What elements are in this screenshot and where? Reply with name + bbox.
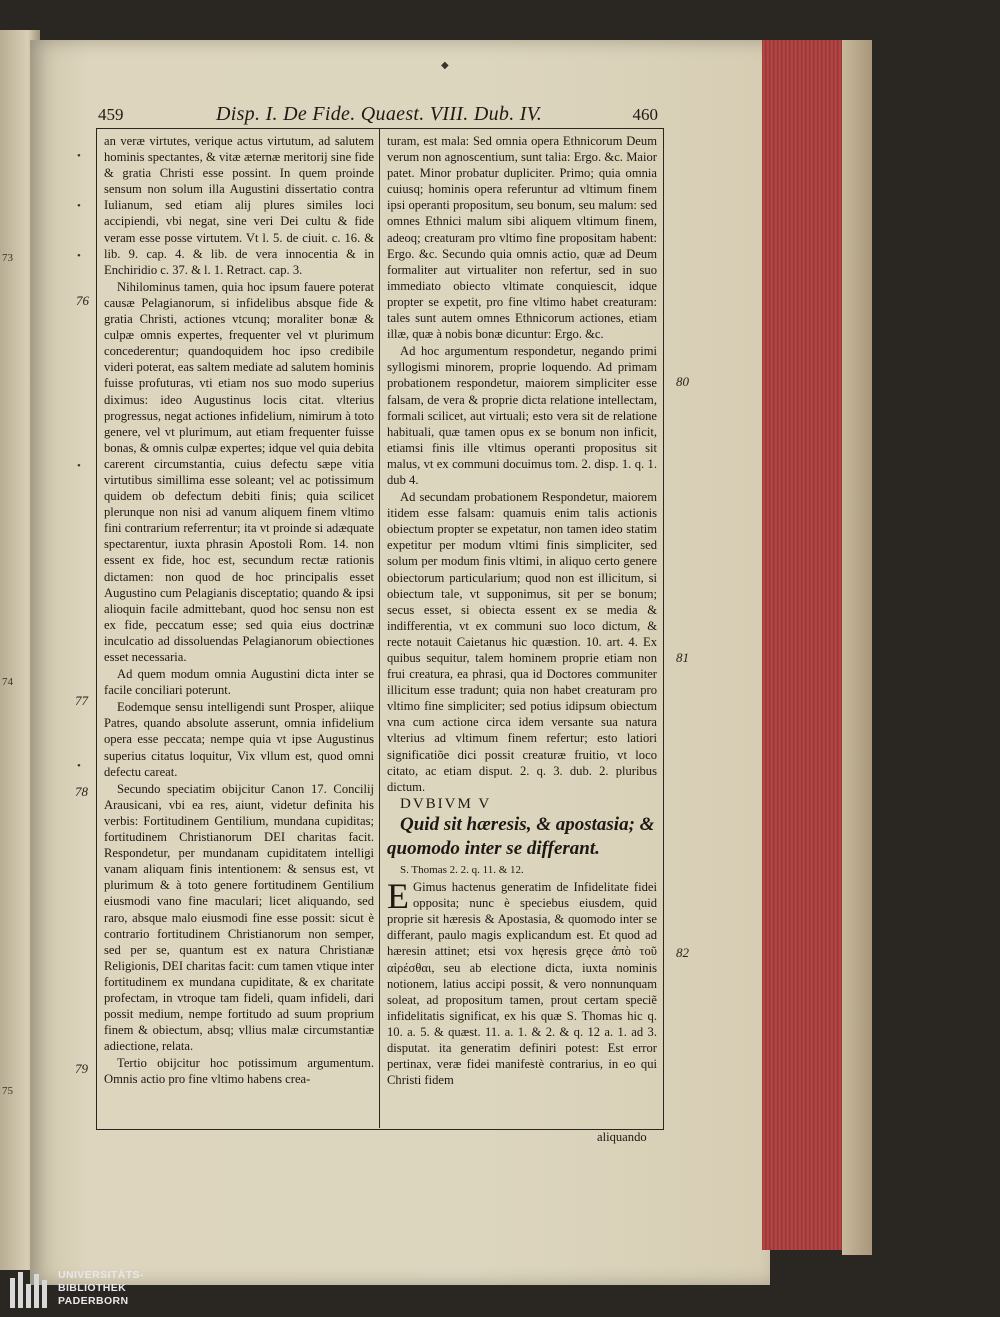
left-page-margin-number: 73 [2, 252, 13, 264]
margin-number: 79 [75, 1061, 88, 1076]
margin-number: 80 [676, 374, 689, 389]
library-logo-line: UNIVERSITÄTS- [58, 1269, 144, 1281]
margin-number: 77 [75, 693, 88, 708]
drop-cap: E [387, 876, 409, 917]
page-number-left: 459 [98, 105, 124, 124]
library-logo-line: BIBLIOTHEK [58, 1282, 127, 1294]
library-logo-bars-icon [10, 1270, 52, 1308]
library-logo-line: PADERBORN [58, 1295, 129, 1307]
paragraph: turam, est mala: Sed omnia opera Ethnicorum Deum verum non agnoscentium, sunt talia: Ergo. &c. Maior patet. Minor probatur dupliciter. Primo; quia omnia cuiusq; hominis opera referuntur ad vltimum finem ipsi operanti propositum, seu bonum, seu malum: sed omnes Ethnici malum sibi aliquem vltimum finem, adeoq; creaturam pro vltimo fine propositam habent: Ergo. &c. Secundo quia omnis actio, quæ ad Deum formaliter aut virtualiter non refertur, sed in suo immediato obiecto vltimate conquiescit, idque propter se expetit, pro fine vltimo habet creaturam: tales sunt autem omnes Ethnicorum actiones, etiam illæ, quæ à nobis bonæ dicuntur: Ergo. &c. [387, 134, 657, 342]
section-reference: S. Thomas 2. 2. q. 11. & 12. [400, 863, 524, 876]
left-page-margin-number: 74 [2, 676, 13, 688]
section-body [387, 876, 657, 1088]
section-text: Gimus hactenus generatim de Infidelitate fidei opposita; nunc è speciebus eiusdem, quid proprie sit hæresis & Apostasia, & quomodo inter se differant, paulo magis explicandum est. Et quod ad hæresin attinet; etsi vox hęresis gręce ἀπὸ τοῦ αἱρέσθαι, seu ab electione dicta, iuxta nominis notionem, latius accipi possit, & vero nonnunquam soleat, ad propositum tamen, prout certam speciẽ infidelitatis significat, ex his quæ S. Thomas hic q. 10. a. 5. & quæst. 11. a. 1. & 2. & q. 12 a. 1. ad 3. disputat. ita generatim definiri potest: Est error pertinax, veræ fidei manifestè contrarius, in eo qui Christi fidem [387, 880, 657, 1088]
margin-dot: • [77, 200, 81, 212]
margin-dot: • [77, 250, 81, 262]
library-logo [10, 1268, 150, 1312]
left-text-column [104, 133, 374, 1089]
paragraph: Eodemque sensu intelligendi sunt Prosper, aliique Patres, quando absolute asserunt, omnia infidelium opera esse peccata; nempe quia vt ipse Augustinus superius citatus loquitur, Vix vllum est, quod omni defectu careat. [104, 700, 374, 779]
running-title: Disp. I. De Fide. Quaest. VIII. Dub. IV. [215, 103, 542, 125]
section-heading: DVBIVM V [400, 795, 492, 812]
paragraph: an veræ virtutes, verique actus virtutum, ad salutem hominis spectantes, & vitæ æternæ meritorij sine fide & gratia Christi esse possint. In quem proinde sensum non solum illa Augustini dissertatio contra Iulianum, sed etiam alij plures similes loci accipiendi, vbi negat, sine veri Dei cultu & fide veram esse posse virtutem. Vt l. 5. de ciuit. c. 16. & lib. 9. cap. 4. & lib. de vera innocentia & in Enchiridio c. 37. & l. 1. Retract. cap. 3. [104, 134, 374, 277]
margin-number: 78 [75, 784, 88, 799]
red-fore-edge [762, 40, 847, 1250]
paragraph: Ad hoc argumentum respondetur, negando primi syllogismi minorem, proprie loquendo. Ad primam probationem respondetur, maiorem simpliciter esse falsam, de vera & proprie dicta relatione intellectam, formali scilicet, aut virtuali; esto vera sit de relatione habituali, quæ tamen opus ex se bonum non inficit, etiamsi finis ille vltimus operanti propositus sit malus, vt ex communi docuimus tom. 2. disp. 1. q. 1. dub 4. [387, 344, 657, 487]
margin-number: 81 [676, 650, 689, 665]
paragraph: Ad secundam probationem Respondetur, maiorem itidem esse falsam: quamuis enim talis actionis obiectum propter se expetatur, non tamen ideo statim expetitur per modum vltimi finis simpliciter, sed solum per modum finis vltimi, in aliquo certo genere obiectorum particularium; quod non est illicitum, si obiectum tale, vt supponimus, sit per se bonum; secus esset, si obiecta essent ex se media & indifferentia, vt ex communi suo loco dictum, & recte notauit Caietanus hic quæstion. 10. art. 4. Ex quibus sequitur, talem hominem proprie etiam non frui creatura, ea phrasi, qua id Doctores communiter illicitum esse tradunt; quia non habet creaturam pro vltimo fine simpliciter; sed potius idipsum obiectum vna cum actione circa idem versante sua natura vlterius ad vltimum finem refertur; esto latiori significatiõe dici possit creaturæ fruitio, vt loco citato, ac etiam disput. 2. q. 3. dub. 2. pluribus dictum. [387, 490, 657, 794]
section-title [387, 813, 657, 861]
paragraph: Nihilominus tamen, quia hoc ipsum fauere poterat causæ Pelagianorum, si infidelibus absque fide & gratia Christi, actiones vtcunq; moraliter bonæ & culpæ omnis expertes, frequenter vel vt plurimum concederentur; quandoquidem hoc ipso credibile videri poterat, eas saltem mediate ad salutem hominis fuisse profuturas, vti etiam nos suo modo superius diximus: ideo Augustinus locis citat. vlterius progressus, negat actiones infidelium, nimirum à toto genere, vel vt plurimum, aut etiam frequenter fuisse bonas, & omnis culpæ expertes; idque vel quia debita carerent circumstantia, cuius defectu sæpe vitia virtutibus simillima esse soleant; vel ac potissimum quidem ob defectum debiti finis; quia scilicet plerunque non nisi ad vanum aliquem finem vltimo fini contrarium referrentur; ita vt proinde si adæquate spectarentur, iuxta phrasin Apostoli Rom. 14. non essent ex fide, hoc est, secundum rectæ rationis dictamen: non quod de hoc principalis esset Augustino cum Pelagianis disceptatio; quando & ipsi alioquin facile admittebant, quod hoc sensu non est ex fide, peccatum esse; sed quia eius doctrinæ inculcatio ad dissoluendas Pelagianorum obiectiones esset necessaria. [104, 279, 374, 664]
margin-number: 82 [676, 945, 689, 960]
ornament-mark: ◆ [441, 60, 449, 71]
paragraph: Ad quem modum omnia Augustini dicta inter se facile conciliari poterunt. [104, 667, 374, 698]
section-title-line: quomodo inter se differant. [387, 837, 600, 859]
margin-number: 76 [76, 293, 89, 308]
running-head [96, 103, 662, 127]
page-number-right: 460 [632, 105, 658, 124]
section-title-line: Quid sit hæresis, & apostasia; & [400, 813, 655, 835]
left-page-margin-number: 75 [2, 1085, 13, 1097]
catchword: aliquando [597, 1130, 647, 1144]
margin-dot: • [77, 460, 81, 472]
library-logo-text [58, 1269, 144, 1308]
paragraph: Secundo speciatim obijcitur Canon 17. Concilij Arausicani, vbi ea res, aiunt, videtur definita his verbis: Fortitudinem Gentilium, mundana cupiditas; fortitudinem Christianorum DEI charitas facit. Respondetur, per mundanam cupiditatem intelligi vanam aliquam finis intentionem: & sensus est, vt plurimum & à toto genere fortitudinem Gentilium eiusmodi vano fine maculari; licet aliquando, sed raro, absque malo eiusmodi fine esse possit: sicut è contrario fortitudinem Christianorum non semper, sed per se, quantum est ex natura Christianæ Religionis, DEI charitas facit: cum tamen vtique inter fortitudinem ex mundana cupiditate, & ex charitate profectam, in vtroque tam fideli, quam infideli, dari possit medium, nempe fortitudo ad suum proprium finem & obiectum, absq; vllius malæ circumstantiæ adiectione, relata. [104, 781, 374, 1054]
book-cover-edge [842, 40, 872, 1255]
column-divider [379, 128, 380, 1128]
right-text-column [387, 133, 657, 1089]
margin-dot: • [77, 760, 81, 772]
margin-dot: • [77, 150, 81, 162]
paragraph: Tertio obijcitur hoc potissimum argumentum. Omnis actio pro fine vltimo habens crea- [104, 1056, 374, 1087]
